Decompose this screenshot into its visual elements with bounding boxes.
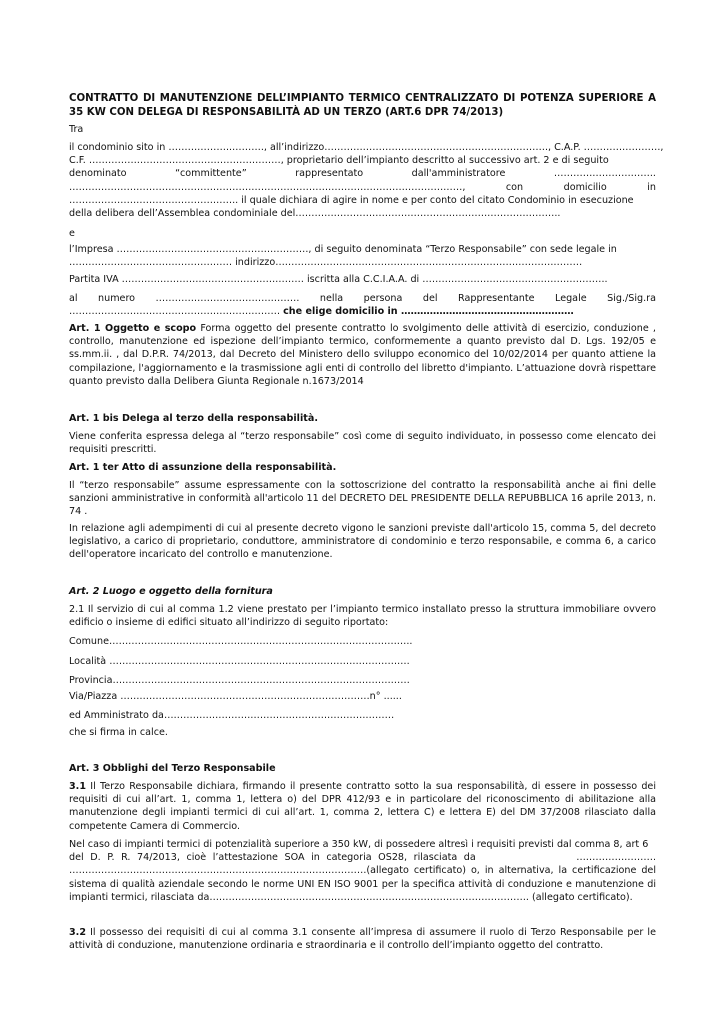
art1ter-text-1: Il “terzo responsabile” assume espressamente con la sottoscrizione del contratto la responsabilità anche ai fini delle sanzioni amministrative in conformità all'articolo 11 del DECRETO DEL PRESIDENTE DELLA REPUBBLICA 16 aprile 2013, n. 74 .	[69, 480, 656, 518]
art1ter-heading: Art. 1 ter Atto di assunzione della responsabilità.	[69, 462, 337, 473]
art3-p32-text: Il possesso dei requisiti di cui al comma 3.1 consente all’impresa di assumere il ruolo di Terzo Responsabile per le attività di conduzione, manutenzione ordinaria e straordinaria e il controllo dell’impianto oggetto del contratto.	[69, 927, 656, 952]
firma-calce: che si firma in calce.	[69, 727, 168, 738]
impresa-line-1: l’Impresa ……………………………………………………, di seguito denominata “Terzo Responsabile” con sede legale in	[69, 244, 617, 255]
condominio-line-3: denominato “committente” rappresentato dall'amministratore …………………………..	[69, 168, 656, 180]
art1-heading: Art. 1 Oggetto e scopo	[69, 323, 197, 334]
field-comune: Comune…………………………………………………………………………………..	[69, 636, 413, 647]
art1bis-heading: Art. 1 bis Delega al terzo della responsabilità.	[69, 413, 318, 424]
soa-line-1: Nel caso di impianti termici di potenzialità superiore a 350 kW, di possedere altresì i requisiti previsti dal comma 8, art 6	[69, 839, 649, 850]
field-provincia: Provincia…………………………………………………………………………………	[69, 675, 410, 686]
condominio-line-6: della delibera dell’Assemblea condominiale del………………………………………………………………………..	[69, 208, 561, 220]
impresa-line-4: al numero ……………………………………… nella persona del Rappresentante Legale Sig./Sig.ra	[69, 293, 656, 304]
tra-label: Tra	[69, 124, 84, 135]
contract-title: CONTRATTO DI MANUTENZIONE DELL’IMPIANTO TERMICO CENTRALIZZATO DI POTENZA SUPERIORE A 35 KW CON DELEGA DI RESPONSABILITÀ AD UN TERZO (ART.6 DPR 74/2013)	[69, 93, 656, 118]
impresa-line-5: ………………………………………………………… che elige domicilio in ………………………………………………	[69, 306, 574, 317]
soa-line-rest: …………………………………………………………………………………(allegato certificato) o, in alternativa, la certificazione del sistema di qualità aziendale secondo le norme UNI EN ISO 9001 per la specifica attività di conduzione e manutenzione di impianti termici, rilasciata da………………………………………………………………………………………. (allegato certificato).	[69, 865, 656, 903]
art3-heading: Art. 3 Obblighi del Terzo Responsabile	[69, 763, 276, 774]
art1ter-text-2: In relazione agli adempimenti di cui al presente decreto vigono le sanzioni previste dall'articolo 15, comma 5, del decreto legislativo, a carico di proprietario, conduttore, amministratore di condominio e terzo responsabile, e comma 6, a carico dell'operatore incaricato del controllo e manutenzione.	[69, 523, 656, 561]
art2-text: 2.1 Il servizio di cui al comma 1.2 viene prestato per l’impianto termico installato presso la struttura immobiliare ovvero edificio o insieme di edifici situato all’indirizzo di seguito riportato:	[69, 604, 656, 629]
art2-heading: Art. 2 Luogo e oggetto della fornitura	[69, 586, 273, 597]
field-amministrato: ed Amministrato da………………………………………………………………	[69, 710, 395, 721]
art1bis-text: Viene conferita espressa delega al “terzo responsabile” così come di seguito individuato, in possesso come elencato dei requisiti prescritti.	[69, 431, 656, 456]
condominio-line-1: il condominio sito in ………………..………., all’indirizzo……………………………………………………………., C.A.P. ……………………,	[69, 142, 664, 153]
condominio-line-2: C.F. ……………………………………………………, proprietario dell’impianto descritto al successivo art. 2 e di seguito	[69, 155, 609, 167]
condominio-line-5: …………………………………………….. il quale dichiara di agire in nome e per conto del citato Condominio in esecuzione	[69, 194, 634, 206]
field-via: Via/Piazza ……………………………………………………………………n° ......	[69, 691, 402, 702]
art1-paragraph	[69, 322, 656, 388]
art1-text: Forma oggetto del presente contratto lo svolgimento delle attività di esercizio, conduzione , controllo, manutenzione ed ispezione dell’impianto termico, conformemente a quanto previsto dal D. Lgs. 192/05 e ss.mm.ii. , dal D.P.R. 74/2013, dal Decreto del Ministero dello sviluppo economico del 10/02/2014 per quanto attiene la compilazione, l'aggiornamento e la trasmissione agli enti di controllo del libretto d'impianto. L’attuazione dovrà rispettare quanto previsto dalla Delibera Giunta Regionale n.1673/2014	[69, 323, 656, 387]
impresa-line-3: Partita IVA ………………………………………………… iscritta alla C.C.I.A.A. di ………………………………………………….	[69, 274, 608, 285]
impresa-section	[69, 243, 656, 269]
condominio-line-4: ……………………………………………………………………………………………………………, con domicilio in	[69, 181, 656, 193]
art3-p32-number: 3.2	[69, 927, 86, 938]
e-label: e	[69, 228, 75, 239]
soa-line-2: del D. P. R. 74/2013, cioè l’attestazione SOA in categoria OS28, rilasciata da …………………….	[69, 852, 656, 864]
art3-p31-text: Il Terzo Responsabile dichiara, firmando il presente contratto sotto la sua responsabilità, di essere in possesso dei requisiti di cui all’art. 1, comma 1, lettera o) del DPR 412/93 e in particolare del riconoscimento di abilitazione alla manutenzione degli impianti termici di cui all’art. 1, comma 2, lettera C) e lettera E) del DM 37/2008 rilasciato dalla competente Camera di Commercio.	[69, 781, 656, 832]
condominio-section	[69, 141, 664, 220]
art3-p31	[69, 780, 656, 833]
art3-p32	[69, 926, 656, 952]
impresa-line-2: …………………………………………… indirizzo……………………………………………………………………………………	[69, 257, 583, 269]
art3-soa-paragraph	[69, 838, 656, 904]
field-localita: Località ………………………………………………………………………………….	[69, 656, 410, 667]
art3-p31-number: 3.1	[69, 781, 86, 792]
